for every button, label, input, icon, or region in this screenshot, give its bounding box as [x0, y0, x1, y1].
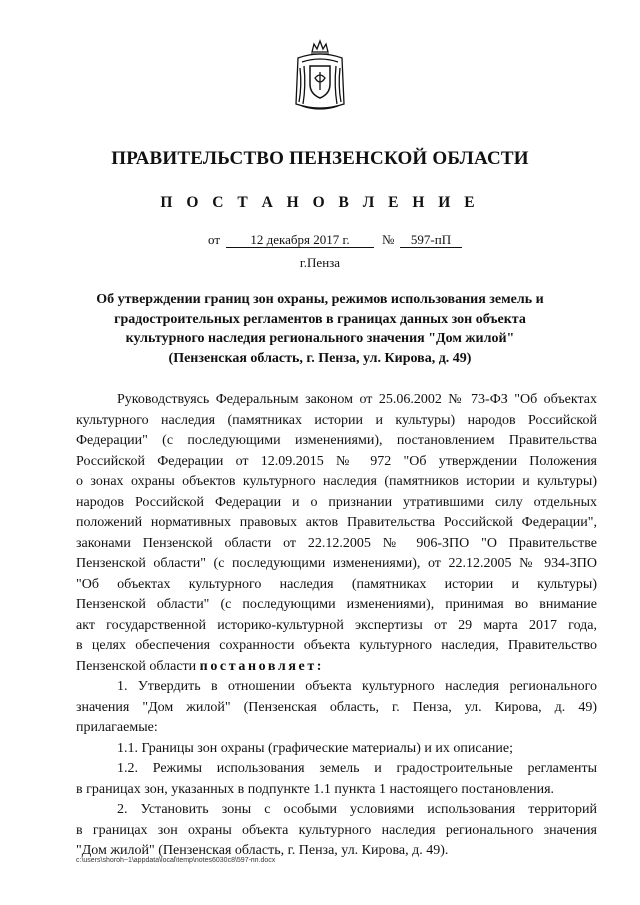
- item-1-2-line: в границах зон, указанных в подпункте 1.1 пункта 1 настоящего постановления.: [76, 781, 555, 797]
- preamble-line: культурного наследия (памятниках истории и культуры) народов Российской: [76, 412, 597, 428]
- preamble-last-text: Пензенской области: [76, 658, 197, 674]
- item-2-line: в границах зон охраны объекта культурного наследия регионального значения: [76, 822, 597, 838]
- decree-date: 12 декабря 2017 г.: [226, 232, 374, 248]
- preamble-line: в целях обеспечения сохранности объекта культурного наследия, Правительство: [76, 638, 597, 653]
- decree-subject: [82, 290, 558, 368]
- preamble-line: "Об объектах культурного наследия (памятниках истории и культуры): [76, 576, 597, 592]
- preamble-line: Руководствуясь Федеральным законом от 25.06.2002 № 73-ФЗ "Об объектах: [117, 392, 597, 407]
- decides-word: постановляет:: [199, 658, 325, 674]
- subject-line: (Пензенская область, г. Пенза, ул. Кирова, д. 49): [168, 350, 472, 366]
- decree-body: [76, 390, 597, 862]
- decree-number: 597-пП: [400, 232, 462, 248]
- preamble-line: Пензенской области" (с последующими изменениями), принимая во внимание: [76, 597, 597, 612]
- item-2-line: "Дом жилой" (Пензенская область, г. Пенза, ул. Кирова, д. 49).: [76, 843, 449, 858]
- item-1-1: 1.1. Границы зон охраны (графические материалы) и их описание;: [117, 740, 514, 756]
- date-prefix: от: [208, 232, 221, 247]
- file-path-footer: c:\users\shoroh~1\appdata\local\temp\notes6030c8\597-пп.docx: [76, 857, 276, 864]
- decree-heading: П О С Т А Н О В Л Е Н И Е: [160, 194, 480, 211]
- preamble-line: Пензенской области" (с последующими изменениями), от 22.12.2005 № 934-ЗПО: [76, 556, 597, 571]
- item-1-line: прилагаемые:: [76, 720, 158, 735]
- preamble-line: акт государственной историко-культурной экспертизы от 29 марта 2017 года,: [76, 617, 597, 633]
- preamble-line: о зонах охраны объектов культурного наследия (памятников истории и культуры): [76, 474, 597, 489]
- preamble-last-line: [76, 657, 597, 678]
- city: г.Пенза: [299, 255, 341, 270]
- preamble-line: Федерации" (с последующими изменениями), постановлением Правительства: [76, 433, 597, 448]
- item-1-line: значения "Дом жилой" (Пензенская область, г. Пенза, ул. Кирова, д. 49): [76, 699, 597, 715]
- preamble-line: народов Российской Федерации и о признании утратившими силу отдельных: [76, 494, 597, 510]
- item-1-line: 1. Утвердить в отношении объекта культурного наследия регионального: [117, 679, 597, 694]
- number-sign: №: [382, 232, 395, 247]
- subject-line: Об утверждении границ зон охраны, режимов использования земель и: [96, 292, 544, 307]
- subject-line: культурного наследия регионального значения "Дом жилой": [125, 331, 515, 346]
- preamble-line: Российской Федерации от 12.09.2015 № 972 "Об утверждении Положения: [76, 453, 597, 469]
- item-1-2-line: 1.2. Режимы использования земель и градостроительные регламенты: [117, 761, 597, 776]
- preamble-line: положений нормативных правовых актов Правительства Российской Федерации",: [76, 515, 597, 530]
- preamble-line: законами Пензенской области от 22.12.2005 № 906-ЗПО "О Правительстве: [76, 535, 597, 551]
- coat-of-arms-emblem: [290, 38, 350, 114]
- government-title: ПРАВИТЕЛЬСТВО ПЕНЗЕНСКОЙ ОБЛАСТИ: [111, 148, 529, 169]
- item-2-line: 2. Установить зоны с особыми условиями использования территорий: [117, 802, 597, 817]
- subject-line: градостроительных регламентов в границах данных зон объекта: [114, 311, 526, 327]
